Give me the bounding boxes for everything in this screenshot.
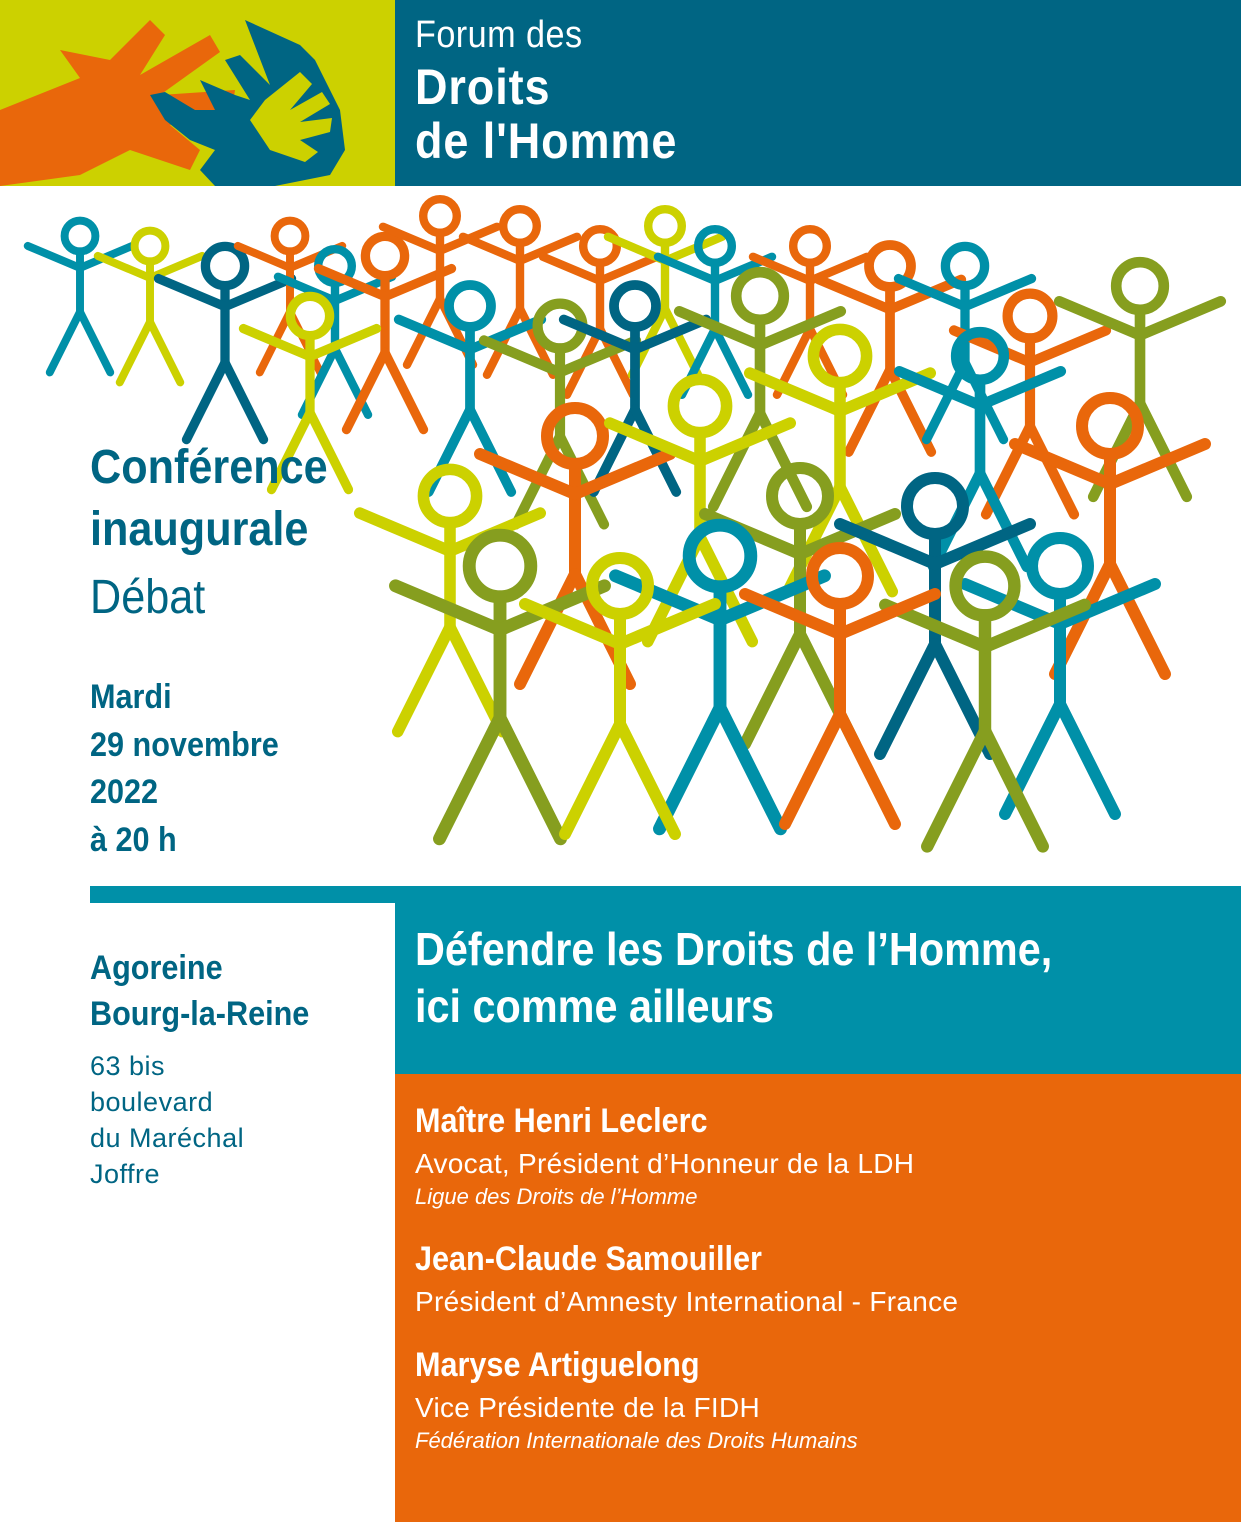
speaker-3-organization: Fédération Internationale des Droits Humains [415, 1428, 858, 1453]
event-title-line1: Conférence [90, 441, 328, 494]
speaker-2-name: Jean-Claude Samouiller [415, 1240, 762, 1278]
venue-address-line2: boulevard [90, 1087, 214, 1117]
speakers-panel [395, 1074, 1241, 1522]
hands-icon [0, 0, 395, 186]
stick-figure [1059, 262, 1221, 497]
stick-figure [965, 538, 1155, 814]
date-day: Mardi [90, 678, 172, 716]
speaker-1-name: Maître Henri Leclerc [415, 1102, 708, 1140]
hands-logo [0, 0, 395, 186]
forum-title-line1: Droits [415, 59, 551, 115]
speaker-2-role: Président d’Amnesty International - France [415, 1286, 959, 1317]
divider [90, 886, 396, 903]
venue-address-line1: 63 bis [90, 1051, 166, 1081]
event-subtitle: Débat [90, 571, 206, 624]
stick-figure [28, 221, 133, 373]
date-time: à 20 h [90, 821, 177, 859]
stick-figure [1015, 398, 1205, 674]
venue-name-line1: Agoreine [90, 949, 223, 987]
header-band [395, 0, 1241, 186]
event-title-line2: inaugurale [90, 503, 309, 556]
topic-line2: ici comme ailleurs [415, 980, 774, 1032]
stick-figure [480, 408, 670, 684]
forum-label: Forum des [415, 14, 583, 56]
speaker-1-role: Avocat, Président d’Honneur de la LDH [415, 1148, 915, 1179]
topic-banner [395, 886, 1241, 1074]
topic-line1: Défendre les Droits de l’Homme, [415, 923, 1053, 975]
date-daymonth: 29 novembre [90, 726, 279, 764]
venue-address-line4: Joffre [90, 1159, 161, 1189]
date-year: 2022 [90, 773, 159, 811]
venue-name-line2: Bourg-la-Reine [90, 995, 310, 1033]
venue-address-line3: du Maréchal [90, 1123, 245, 1153]
speaker-3-role: Vice Présidente de la FIDH [415, 1392, 761, 1423]
forum-title-line2: de l'Homme [415, 113, 678, 169]
speaker-1-organization: Ligue des Droits de l’Homme [415, 1184, 698, 1209]
speaker-3-name: Maryse Artiguelong [415, 1346, 700, 1384]
